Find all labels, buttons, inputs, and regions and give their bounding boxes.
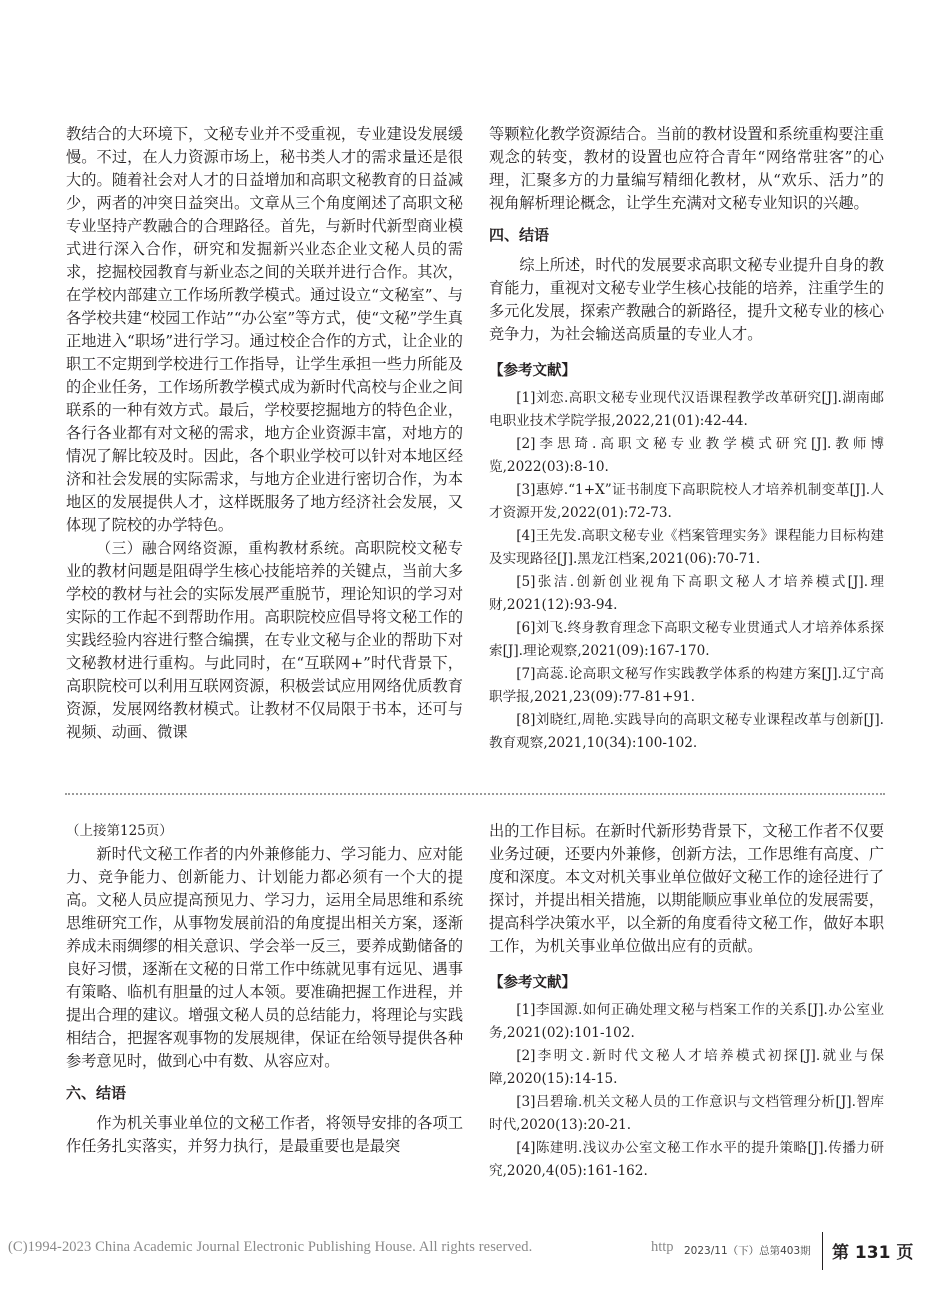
reference-item: [3]惠婷.“1+X”证书制度下高职院校人才培养机制变革[J].人才资源开发,2022(01):72-73. [489,482,884,521]
subsection-heading: （三）融合网络资源，重构教材系统。 [96,540,355,557]
reference-item: [3]吕碧瑜.机关文秘人员的工作意识与文档管理分析[J].智库时代,2020(13):20-21. [489,1094,884,1133]
body-paragraph: 出的工作目标。在新时代新形势背景下，文秘工作者不仅要业务过硬，还要内外兼修，创新方法，工作思维有高度、广度和深度。本文对机关事业单位做好文秘工作的途径进行了探讨，并提出相关措施，以期能顺应事业单位的发展需要，提高科学决策水平，以全新的角度看待文秘工作，做好本职工作，为机关事业单位做出应有的贡献。 [489,822,884,955]
reference-item: [1]李国源.如何正确处理文秘与档案工作的关系[J].办公室业务,2021(02):101-102. [489,1002,884,1041]
body-paragraph: 教结合的大环境下，文秘专业并不受重视，专业建设发展缓慢。不过，在人力资源市场上，秘书类人才的需求量还是很大的。随着社会对人才的日益增加和高职文秘教育的日益减少，两者的冲突日益突出。文章从三个角度阐述了高职文秘专业坚持产教融合的合理路径。首先，与新时代新型商业模式进行深入合作，研究和发掘新兴业态企业文秘人员的需求，挖掘校园教育与新业态之间的关联并进行合作。其次，在学校内部建立工作场所教学模式。通过设立“文秘室”、与各学校共建“校园工作站”“办公室”等方式，使“文秘”学生真正地进入“职场”进行学习。通过校企合作的方式，让企业的职工不定期到学校进行工作指导，让学生承担一些力所能及的企业任务，工作场所教学模式成为新时代高校与企业之间联系的一种有效方式。最后，学校要挖掘地方的特色企业，各行各业都有对文秘的需求，地方企业资源丰富，对地方的情况了解比较及时。因此，各个职业学校可以针对本地区经济和社会发展的实际需求，与地方企业进行密切合作，为本地区的发展提供人才，这样既服务了地方经济社会发展，又体现了院校的办学特色。 [66,125,463,534]
references-heading: 【参考文献】 [489,363,576,379]
reference-item: [4]陈建明.浅议办公室文秘工作水平的提升策略[J].传播力研究,2020,4(05):161-162. [489,1140,884,1179]
copyright-watermark: (C)1994-2023 China Academic Journal Electronic Publishing House. All rights reserved. [8,1239,533,1255]
reference-item: [2]李明文.新时代文秘人才培养模式初探[J].就业与保障,2020(15):14-15. [489,1048,884,1087]
references-heading: 【参考文献】 [489,975,576,991]
reference-item: [4]王先发.高职文秘专业《档案管理实务》课程能力目标构建及实现路径[J].黑龙江档案,2021(06):70-71. [489,528,884,567]
body-paragraph: 新时代文秘工作者的内外兼修能力、学习能力、应对能力、竞争能力、创新能力、计划能力都必须有一个大的提高。文秘人员应提高预见力、学习力，运用全局思维和系统思维研究工作，从事物发展前沿的角度提出相关方案，逐渐养成未雨绸缪的相关意识、学会举一反三，要养成勤储备的良好习惯，逐渐在文秘的日常工作中练就见事有远见、遇事有策略、临机有胆量的过人本领。要准确把握工作进程，并提出合理的建议。增强文秘人员的总结能力，将理论与实践相结合，把握客观事物的发展规律，保证在给领导提供各种参考意见时，做到心中有数、从容应对。 [66,845,463,1070]
article-divider [65,793,885,795]
top-left-column [66,123,463,744]
reference-item: [1]刘恋.高职文秘专业现代汉语课程教学改革研究[J].湖南邮电职业技术学院学报,2022,21(01):42-44. [489,390,884,429]
url-watermark: http [651,1239,674,1255]
reference-item: [5]张洁.创新创业视角下高职文秘人才培养模式[J].理财,2021(12):93-94. [489,574,884,613]
section-heading: 四、结语 [489,226,550,244]
body-paragraph: 作为机关事业单位的文秘工作者，将领导安排的各项工作任务扎实落实，并努力执行，是最重要也是最突 [66,1114,463,1155]
paragraph-text: 高职院校文秘专业的教材问题是阻碍学生核心技能培养的关键点，当前大多学校的教材与社会的实际发展严重脱节，理论知识的学习对实际的工作起不到帮助作用。高职院校应倡导将文秘工作的实践经验内容进行整合编撰，在专业文秘与企业的帮助下对文秘教材进行重构。与此同时，在“互联网+”时代背景下，高职院校可以利用互联网资源，积极尝试应用网络优质教育资源，发展网络教材模式。让教材不仅局限于书本，还可与视频、动画、微课 [66,539,463,741]
reference-list [489,999,884,1183]
reference-item: [8]刘晓红,周艳.实践导向的高职文秘专业课程改革与创新[J].教育观察,2021,10(34):100-102. [489,712,884,751]
continuation-note: （上接第125页） [66,823,173,839]
reference-item: [6]刘飞.终身教育理念下高职文秘专业贯通式人才培养体系探索[J].理论观察,2021(09):167-170. [489,620,884,659]
top-right-column [489,123,884,755]
page-number: 第 131 页 [832,1243,914,1263]
body-paragraph [66,537,463,744]
section-heading: 六、结语 [66,1084,127,1102]
body-paragraph: 等颗粒化教学资源结合。当前的教材设置和系统重构要注重观念的转变，教材的设置也应符合青年“网络常驻客”的心理，汇聚多方的力量编写精细化教材，从“欢乐、活力”的视角解析理论概念，让学生充满对文秘专业知识的兴趣。 [489,125,884,212]
footer-separator [822,1232,823,1270]
reference-item: [2]李思琦.高职文秘专业教学模式研究[J].教师博览,2022(03):8-10. [489,436,884,475]
body-paragraph: 综上所述，时代的发展要求高职文秘专业提升自身的教育能力，重视对文秘专业学生核心技能的培养，注重学生的多元化发展，探索产教融合的新路径，提升文秘专业的核心竞争力，为社会输送高质量的专业人才。 [489,256,884,343]
bottom-left-column [66,820,463,1158]
reference-list [489,387,884,755]
reference-item: [7]高蕊.论高职文秘写作实践教学体系的构建方案[J].辽宁高职学报,2021,23(09):77-81+91. [489,666,884,705]
issue-label: 2023/11（下）总第403期 [684,1245,811,1257]
bottom-right-column [489,820,884,1183]
